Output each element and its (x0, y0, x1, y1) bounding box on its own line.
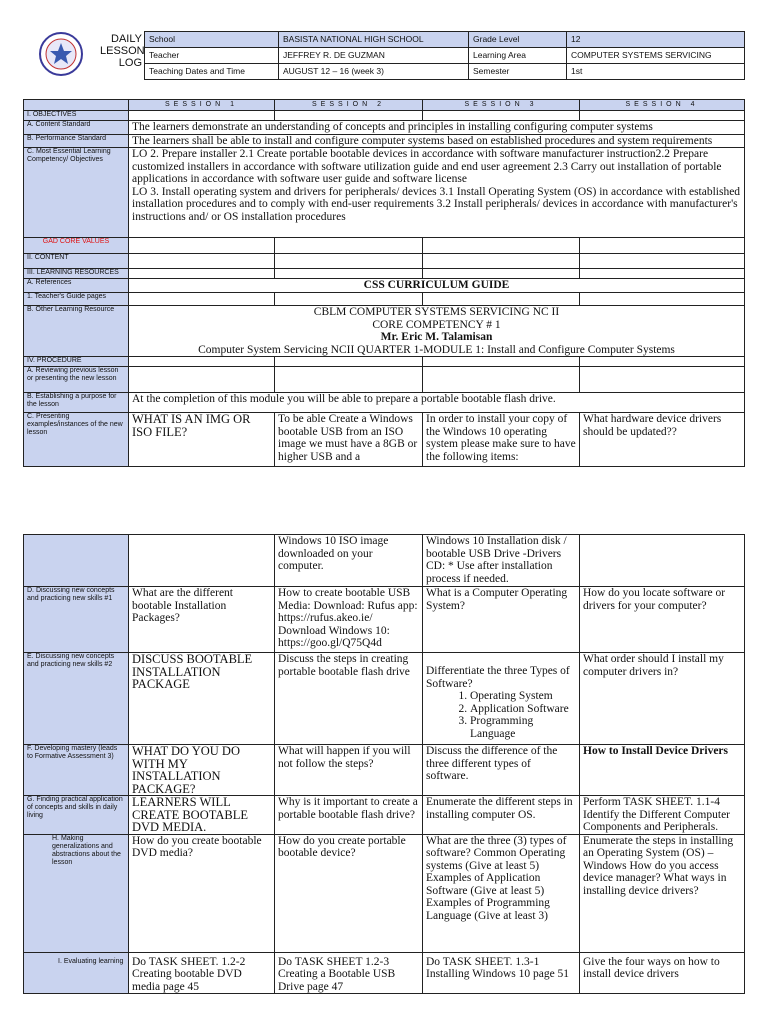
session-1-header: SESSION 1 (129, 100, 275, 111)
header-row-teacher (145, 48, 745, 64)
value-grade-level: 12 (567, 32, 745, 48)
list-item: 3. Programming Language (470, 715, 576, 740)
references-label: A. References (24, 279, 129, 293)
row-c-cont-session-2: Windows 10 ISO image downloaded on your computer. (275, 535, 423, 587)
value-teacher: JEFFREY R. DE GUZMAN (279, 48, 469, 64)
objectives-label: I. OBJECTIVES (24, 111, 129, 121)
row-g-session-3: Enumerate the different steps in installing computer OS. (423, 796, 580, 835)
label-grade-level: Grade Level (469, 32, 567, 48)
row-e-session-1: DISCUSS BOOTABLE INSTALLATION PACKAGE (129, 653, 275, 745)
row-i-session-4: Give the four ways on how to install device drivers (580, 952, 745, 994)
purpose-label: B. Establishing a purpose for the lesson (24, 393, 129, 413)
row-c-session-4: What hardware device drivers should be updated?? (580, 413, 745, 467)
gad-core-values-label: GAD CORE VALUES (24, 238, 129, 254)
practical-application-label: G. Finding practical application of concepts and skills in daily living (24, 796, 129, 835)
label-teacher: Teacher (145, 48, 279, 64)
generalizations-label: H. Making generalizations and abstractions about the lesson (24, 834, 129, 952)
value-semester: 1st (567, 64, 745, 80)
purpose-text: At the completion of this module you will be able to prepare a portable bootable flash drive. (129, 393, 745, 413)
presenting-examples-label: C. Presenting examples/instances of the new lesson (24, 413, 129, 467)
other-resource-text: CBLM COMPUTER SYSTEMS SERVICING NC II CORE COMPETENCY # 1 Mr. Eric M. Talamisan Computer System Servicing NCII QUARTER 1-MODULE 1: Install and Configure Computer Systems (129, 306, 745, 357)
daily-lesson-log-title: DAILY LESSON LOG (100, 33, 145, 69)
session-header-row (24, 100, 745, 111)
references-text: CSS CURRICULUM GUIDE (129, 279, 745, 293)
procedure-label: IV. PROCEDURE (24, 357, 129, 367)
learning-resources-label: III. LEARNING RESOURCES (24, 269, 129, 279)
competency-lo3: LO 3. Install operating system and drivers for peripherals/ devices 3.1 Install Operating System (OS) in accordance with established installation procedures and to comply with end-user requirements 3.2 Install peripherals/ devices in accordance with manufacturer's instructions and/ or OS installation procedures (132, 185, 741, 223)
row-g-session-1: LEARNERS WILL CREATE BOOTABLE DVD MEDIA. (129, 796, 275, 835)
row-h-session-1: How do you create bootable DVD media? (129, 834, 275, 952)
session-4-header: SESSION 4 (580, 100, 745, 111)
row-i-session-3: Do TASK SHEET. 1.3-1 Installing Windows 10 page 51 (423, 952, 580, 994)
row-f-session-3: Discuss the difference of the three different types of software. (423, 745, 580, 796)
row-f-session-2: What will happen if you will not follow the steps? (275, 745, 423, 796)
header-row-school (145, 32, 745, 48)
content-standard-label: A. Content Standard (24, 121, 129, 135)
row-h-session-3: What are the three (3) types of software? Common Operating systems (Give at least 5) Examples of Application Software (Give at least 5) Examples of Programming Language (Give at least 3) (423, 834, 580, 952)
row-d-session-2: How to create bootable USB Media: Download: Rufus app: https://rufus.akeo.ie/ Download Windows 10: https://goo.gl/Q75Q4d (275, 587, 423, 653)
header-table (144, 31, 745, 80)
row-c-cont-session-3: Windows 10 Installation disk / bootable USB Drive -Drivers CD: * Use after installation process if needed. (423, 535, 580, 587)
discussing-skills-1-label: D. Discussing new concepts and practicing new skills #1 (24, 587, 129, 653)
row-c-session-3: In order to install your copy of the Windows 10 operating system please make sure to have the following items: (423, 413, 580, 467)
lesson-table-page-2 (23, 534, 745, 994)
label-dates: Teaching Dates and Time (145, 64, 279, 80)
value-learning-area: COMPUTER SYSTEMS SERVICING (567, 48, 745, 64)
evaluating-learning-label: I. Evaluating learning (24, 952, 129, 994)
row-e-session-4: What order should I install my computer drivers in? (580, 653, 745, 745)
row-h-session-4: Enumerate the steps in installing an Operating System (OS) – Windows How do you access device manager? What ways in installing device drivers? (580, 834, 745, 952)
row-d-session-3: What is a Computer Operating System? (423, 587, 580, 653)
label-learning-area: Learning Area (469, 48, 567, 64)
header-row-dates (145, 64, 745, 80)
competency-text (129, 148, 745, 238)
row-c-session-2: To be able Create a Windows bootable USB from an ISO image we must have a 8GB or higher USB and a (275, 413, 423, 467)
value-dates: AUGUST 12 – 16 (week 3) (279, 64, 469, 80)
row-h-session-2: How do you create portable bootable device? (275, 834, 423, 952)
row-e-session-3-question: Differentiate the three Types of Software? (426, 665, 570, 690)
developing-mastery-label: F. Developing mastery (leads to Formative Assessment 3) (24, 745, 129, 796)
software-types-list (426, 690, 576, 740)
value-school: BASISTA NATIONAL HIGH SCHOOL (279, 32, 469, 48)
performance-standard-label: B. Performance Standard (24, 134, 129, 148)
teachers-guide-label: 1. Teacher's Guide pages (24, 293, 129, 306)
session-2-header: SESSION 2 (275, 100, 423, 111)
row-c-cont-session-1 (129, 535, 275, 587)
row-i-session-2: Do TASK SHEET 1.2-3 Creating a Bootable USB Drive page 47 (275, 952, 423, 994)
label-semester: Semester (469, 64, 567, 80)
row-e-session-3 (423, 653, 580, 745)
row-g-session-2: Why is it important to create a portable bootable flash drive? (275, 796, 423, 835)
row-f-session-1: WHAT DO YOU DO WITH MY INSTALLATION PACKAGE? (129, 745, 275, 796)
row-c-session-1: WHAT IS AN IMG OR ISO FILE? (129, 413, 275, 467)
session-3-header: SESSION 3 (423, 100, 580, 111)
reviewing-lesson-label: A. Reviewing previous lesson or presenting the new lesson (24, 367, 129, 393)
row-c-cont-session-4 (580, 535, 745, 587)
row-d-session-4: How do you locate software or drivers for your computer? (580, 587, 745, 653)
lesson-table-page-1 (23, 99, 745, 467)
deped-seal-logo (27, 31, 95, 77)
row-g-session-4: Perform TASK SHEET. 1.1-4 Identify the Different Computer Components and Peripherals. (580, 796, 745, 835)
row-i-session-1: Do TASK SHEET. 1.2-2 Creating bootable DVD media page 45 (129, 952, 275, 994)
performance-standard-text: The learners shall be able to install and configure computer systems based on established procedures and system requirements (129, 134, 745, 148)
competency-lo2: LO 2. Prepare installer 2.1 Create portable bootable devices in accordance with software manufacturer instruction2.2 Prepare customized installers in accordance with software utilization guide and end user agreement 2.3 Carry out installation of portable applications in accordance with software user guide and software license (132, 148, 722, 185)
list-item: 1. Operating System (470, 690, 576, 703)
row-e-session-2: Discuss the steps in creating portable bootable flash drive (275, 653, 423, 745)
content-label: II. CONTENT (24, 254, 129, 269)
discussing-skills-2-label: E. Discussing new concepts and practicing new skills #2 (24, 653, 129, 745)
content-standard-text: The learners demonstrate an understanding of concepts and principles in installing configuring computer systems (129, 121, 745, 135)
other-resource-label: B. Other Learning Resource (24, 306, 129, 357)
row-f-session-4: How to Install Device Drivers (580, 745, 745, 796)
list-item: 2. Application Software (470, 703, 576, 716)
row-d-session-1: What are the different bootable Installation Packages? (129, 587, 275, 653)
label-school: School (145, 32, 279, 48)
competency-label: C. Most Essential Learning Competency/ Objectives (24, 148, 129, 238)
